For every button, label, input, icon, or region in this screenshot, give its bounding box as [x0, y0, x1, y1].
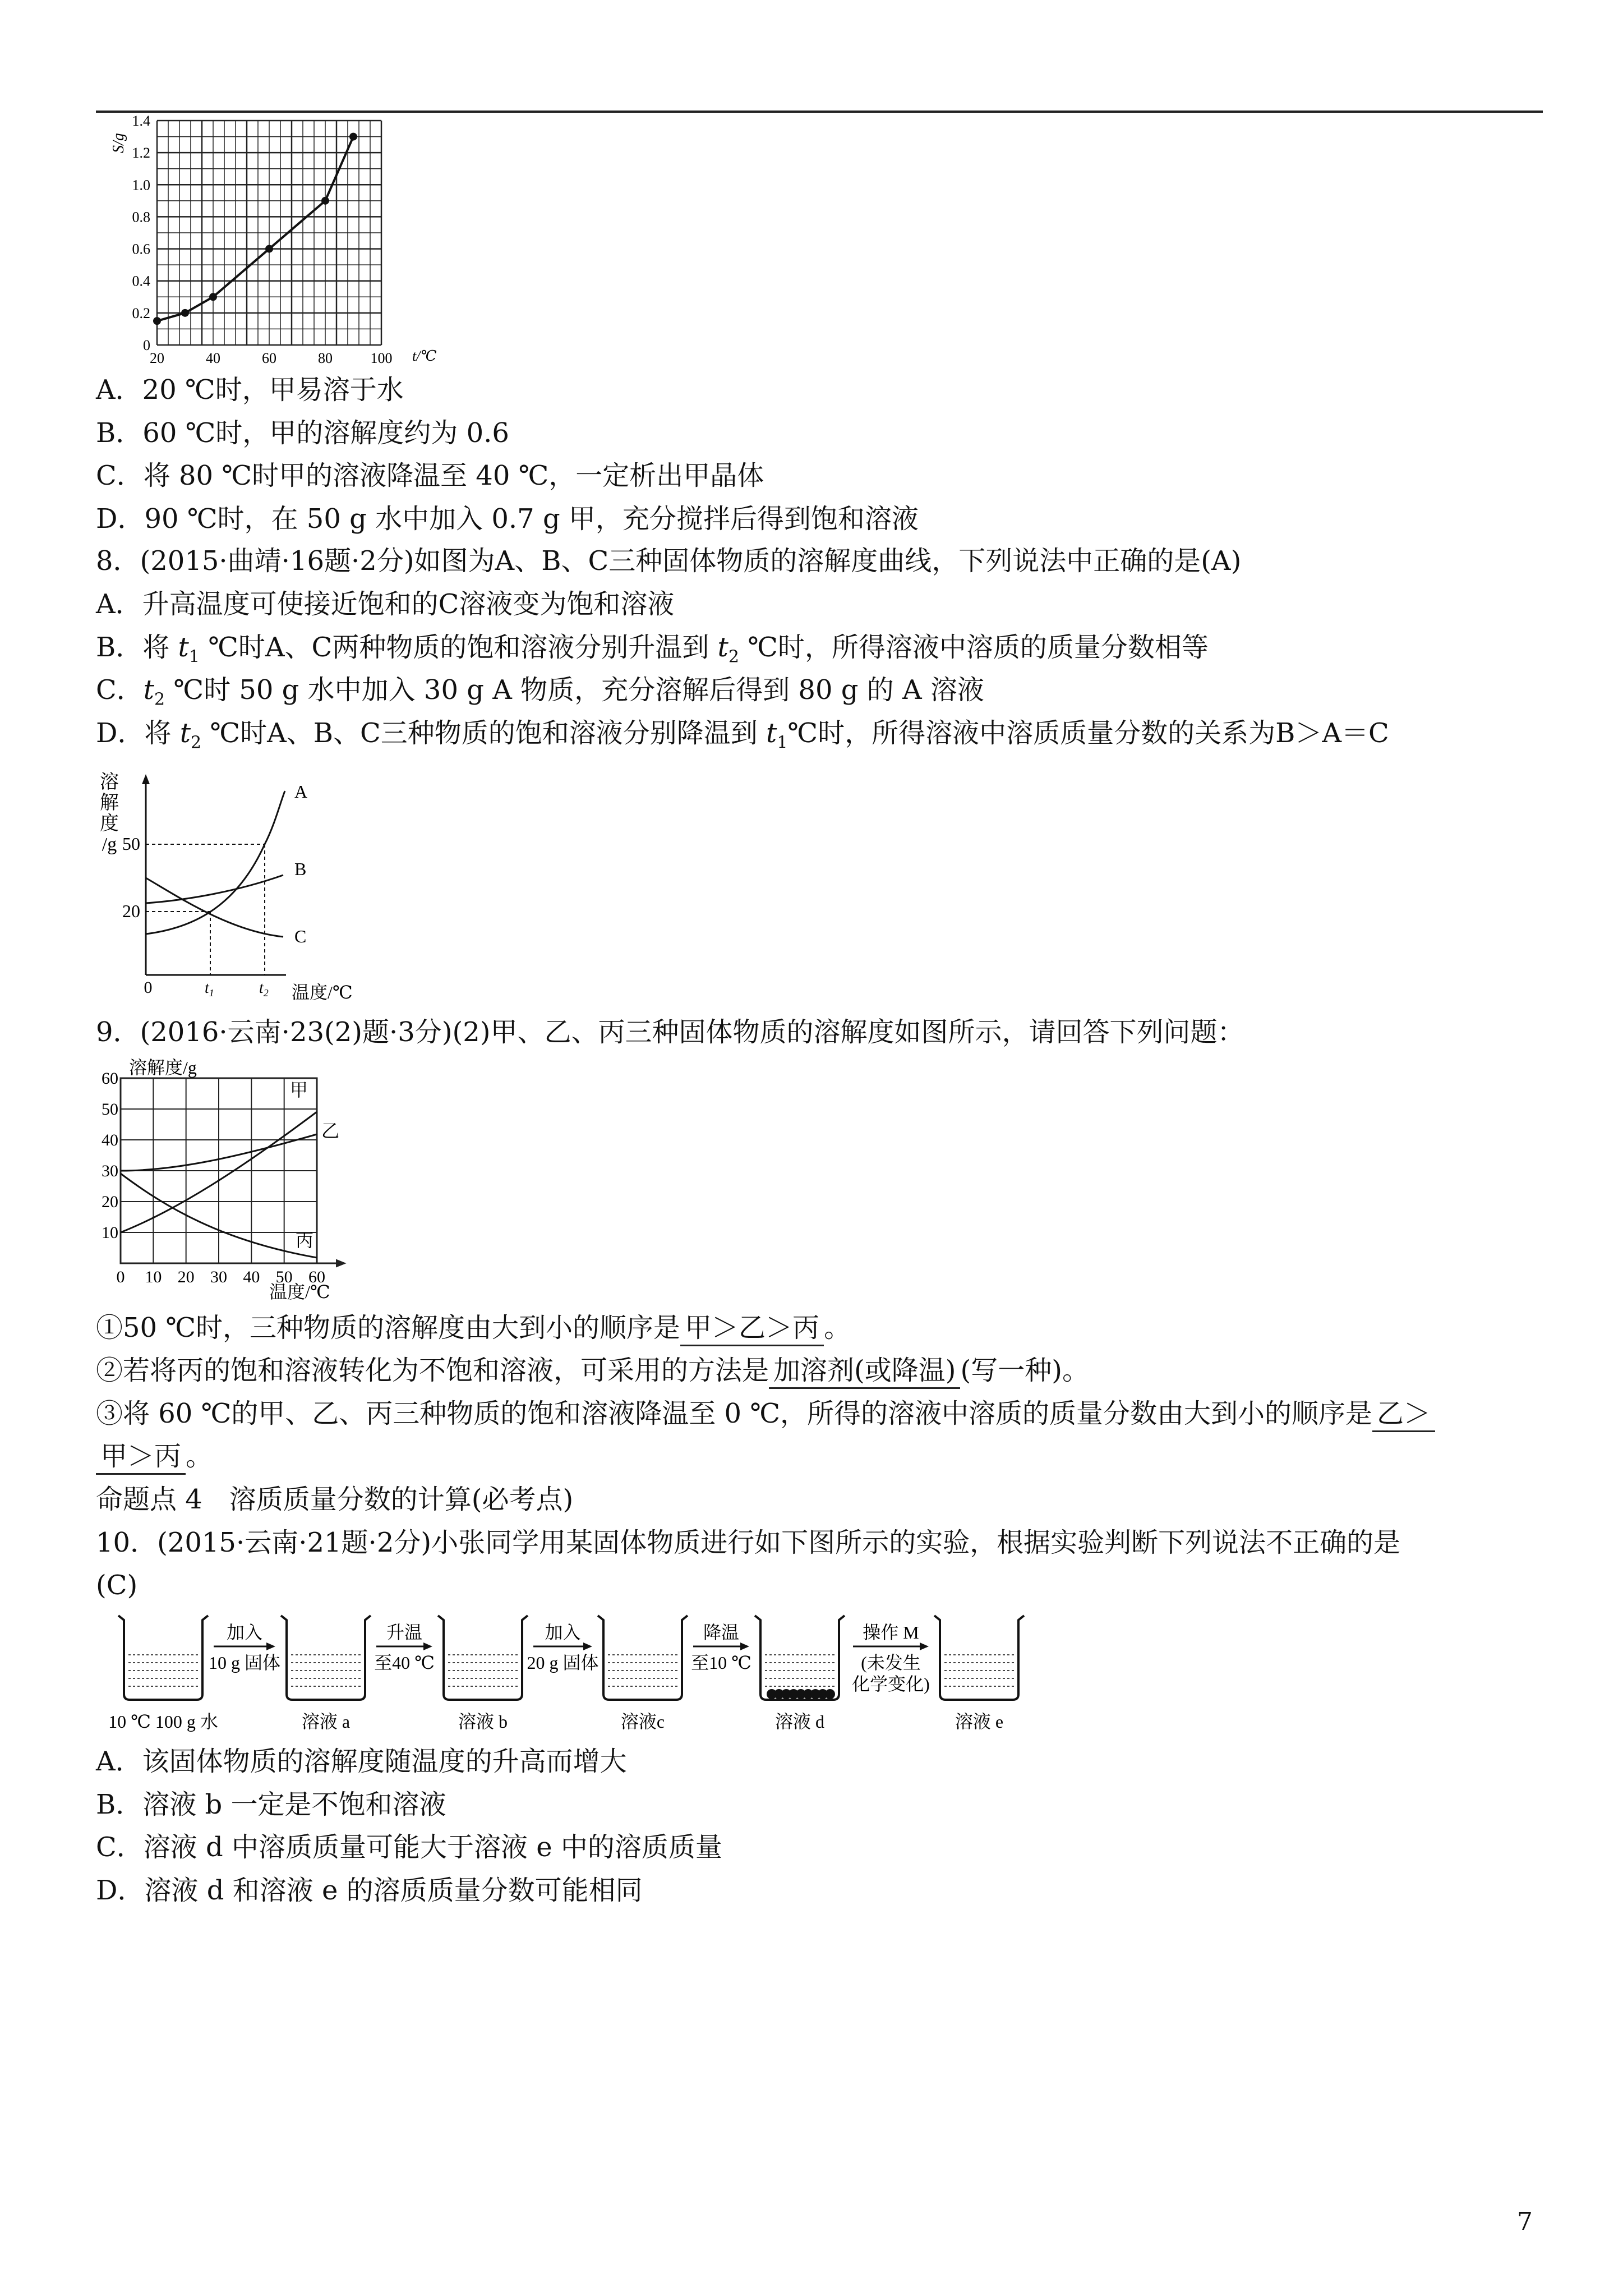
chart2-label-c: C [294, 926, 307, 946]
q9-sub2: ②若将丙的饱和溶液转化为不饱和溶液，可采用的方法是 加溶剂(或降温) (写一种)。 [96, 1354, 1089, 1389]
chart2-ylabel-4: /g [102, 834, 117, 855]
q7-option-d: D．90 ℃时，在 50 g 水中加入 0.7 g 甲，充分搅拌后得到饱和溶液 [96, 503, 919, 535]
beaker [118, 1616, 208, 1700]
chart1-point [321, 197, 329, 205]
svg-text:t1: $t_1$ [205, 979, 214, 999]
step-label-top: 加入 [226, 1622, 263, 1642]
q8-option-a: A．升高温度可使接近饱和的C溶液变为饱和溶液 [96, 588, 675, 620]
chart2-origin: 0 [144, 978, 153, 997]
step-label-top: 升温 [386, 1622, 423, 1642]
chart1-xtick: 100 [370, 350, 393, 366]
step-arrowhead [583, 1642, 592, 1650]
chart2-y50: 50 [122, 834, 140, 854]
chart1-point [349, 133, 357, 141]
beaker-label: 10 ℃ 100 g 水 [108, 1711, 218, 1732]
beaker-label: 溶液 d [774, 1711, 825, 1732]
chart3-xtick: 30 [210, 1268, 227, 1286]
chart1-xtick: 20 [150, 350, 164, 366]
beaker-outline [755, 1616, 845, 1700]
beaker-outline [281, 1616, 371, 1700]
q8-stem: 8．(2015·曲靖·16题·2分)如图为A、B、C三种固体物质的溶解度曲线，下列说法中正确的是(A) [96, 545, 1242, 577]
beaker-outline [598, 1616, 688, 1700]
beaker [755, 1616, 845, 1700]
chart3-ytick: 30 [102, 1162, 118, 1180]
chart3-xtick: 60 [308, 1268, 325, 1286]
chart-solubility-jia-yi-bing [93, 1056, 362, 1303]
chart2-ylabel-3: 度 [100, 813, 119, 834]
step-label-bottom: 10 g 固体 [208, 1653, 281, 1673]
chart3-ytick: 40 [102, 1131, 118, 1149]
chart3-xtick: 40 [243, 1268, 260, 1286]
beaker [281, 1616, 371, 1700]
step-arrowhead [266, 1642, 275, 1650]
chart3-ytick: 10 [102, 1223, 118, 1242]
chart2-ylabel-2: 解 [100, 793, 119, 813]
beaker [598, 1616, 688, 1700]
q8-option-b: B．将 $t_1$ ℃时A、C两种物质的饱和溶液分别升温到 $t_2$ ℃时，所得溶液中溶质的质量分数相等 [96, 632, 1209, 667]
step-label-top: 加入 [545, 1622, 581, 1642]
chart2-label-b: B [294, 859, 307, 879]
beaker-label: 溶液 a [301, 1711, 351, 1732]
beaker-outline [934, 1616, 1024, 1700]
chart1-xtick: 80 [318, 350, 333, 366]
q10-option-b: B．溶液 b 一定是不饱和溶液 [96, 1789, 446, 1820]
chart1-ytick: 0 [143, 337, 150, 353]
q8-option-c: C．$t_2$ ℃时 50 g 水中加入 30 g A 物质，充分溶解后得到 80 g 的 A 溶液 [96, 674, 984, 710]
chart1-xtick: 60 [262, 350, 276, 366]
step-label-top: 降温 [703, 1622, 740, 1642]
chart1-point [153, 317, 161, 325]
step-label-bottom2: 化学变化) [852, 1674, 930, 1694]
chart2-t1: t [205, 979, 209, 997]
chart3-label-jia: 甲 [290, 1080, 308, 1100]
chart3-xlabel: 温度/℃ [269, 1282, 330, 1302]
chart2-y20: 20 [122, 901, 140, 921]
chart1-ytick: 0.4 [132, 273, 150, 289]
page-number: 7 [1517, 2207, 1533, 2236]
chart2-curve-c [146, 878, 283, 937]
chart1-ytick: 0.8 [132, 209, 150, 226]
chart3-ytick: 50 [102, 1100, 118, 1119]
q9-sub3-line1: ③将 60 ℃的甲、乙、丙三种物质的饱和溶液降温至 0 ℃，所得的溶液中溶质的质量分数由大到小的顺序是 乙＞ [96, 1397, 1435, 1432]
q10-stem-line1: 10．(2015·云南·21题·2分)小张同学用某固体物质进行如下图所示的实验，根据实验判断下列说法不正确的是 [96, 1527, 1401, 1558]
step-label-bottom: 至40 ℃ [374, 1653, 435, 1673]
chart1-point [181, 309, 189, 317]
q10-experiment-diagram [96, 1604, 1077, 1750]
chart2-curve-b [146, 875, 283, 903]
precipitate [825, 1689, 835, 1699]
q8-option-d: D．将 $t_2$ ℃时A、B、C三种物质的饱和溶液分别降温到 $t_1℃$时，所得溶液中溶质质量分数的关系为B＞A＝C [96, 717, 1389, 753]
chart1-xlabel: t/℃ [412, 348, 437, 364]
chart1-points [153, 133, 357, 325]
q9-sub1-answer: 甲＞乙＞丙 [680, 1311, 824, 1346]
beaker-label: 溶液 b [458, 1711, 508, 1732]
q10-option-a: A．该固体物质的溶解度随温度的升高而增大 [96, 1746, 627, 1777]
step-label-top: 操作 M [863, 1622, 919, 1642]
chart2-t2: t [259, 979, 264, 997]
beaker-label: 溶液 e [955, 1711, 1004, 1732]
q7-option-a: A．20 ℃时，甲易溶于水 [96, 374, 404, 406]
chart1-ytick: 0.6 [132, 241, 150, 257]
q10-stem-line2: (C) [96, 1570, 138, 1601]
beaker-outline [438, 1616, 528, 1700]
chart1-point [209, 293, 217, 301]
q7-option-b: B．60 ℃时，甲的溶解度约为 0.6 [96, 417, 509, 449]
chart1-xtick: 40 [206, 350, 220, 366]
chart1-series-line [157, 137, 353, 321]
chart-solubility-jia [110, 109, 437, 373]
chart2-curve-a [146, 791, 285, 934]
q9-sub2-answer: 加溶剂(或降温) [769, 1354, 960, 1389]
q9-sub1: ①50 ℃时，三种物质的溶解度由大到小的顺序是 甲＞乙＞丙 。 [96, 1311, 851, 1346]
chart2-label-a: A [294, 781, 308, 802]
chart3-xtick: 10 [145, 1268, 162, 1286]
step-arrowhead [740, 1642, 749, 1650]
step-label-bottom: (未发生 [861, 1653, 921, 1673]
chart3-label-yi: 乙 [321, 1121, 340, 1141]
chart3-xtick: 20 [177, 1268, 195, 1286]
step-arrowhead [920, 1642, 929, 1650]
chart3-xaxis-arrow [336, 1260, 345, 1267]
q7-option-c: C．将 80 ℃时甲的溶液降温至 40 ℃，一定析出甲晶体 [96, 460, 764, 491]
beaker-label: 溶液c [620, 1711, 665, 1732]
step-arrowhead [423, 1642, 432, 1650]
chart3-xtick: 50 [275, 1268, 293, 1286]
chart1-ytick: 1.0 [132, 177, 150, 194]
q9-sub3-line2: 甲＞丙 。 [96, 1439, 213, 1475]
chart3-ylabel: 溶解度/g [129, 1057, 197, 1078]
chart3-ytick: 20 [102, 1193, 118, 1211]
step-label-bottom: 20 g 固体 [527, 1653, 599, 1673]
chart2-xlabel: 温度/℃ [292, 982, 353, 1002]
q9-sub3-answer-part1: 乙＞ [1372, 1397, 1435, 1432]
chart1-ytick: 1.4 [132, 113, 150, 129]
chart1-grid [157, 121, 381, 345]
chart3-ytick: 60 [102, 1069, 118, 1088]
chart1-ytick: 1.2 [132, 145, 150, 162]
q9-stem: 9．(2016·云南·23(2)题·3分)(2)甲、乙、丙三种固体物质的溶解度如图所示，请回答下列问题： [96, 1016, 1244, 1048]
beaker-outline [118, 1616, 208, 1700]
step-label-bottom: 至10 ℃ [691, 1653, 751, 1673]
q10-option-d: D．溶液 d 和溶液 e 的溶质质量分数可能相同 [96, 1875, 643, 1906]
chart3-xtick: 0 [116, 1268, 125, 1286]
section-heading-4: 命题点 4 溶质质量分数的计算(必考点) [96, 1484, 574, 1515]
q10-option-c: C．溶液 d 中溶质质量可能大于溶液 e 中的溶质质量 [96, 1832, 722, 1863]
chart2-ylabel-1: 溶 [100, 772, 119, 793]
chart3-label-bing: 丙 [296, 1230, 314, 1250]
chart1-point [265, 245, 273, 253]
chart1-ylabel: S/g [110, 133, 127, 153]
beaker [438, 1616, 528, 1700]
chart1-ytick: 0.2 [132, 305, 150, 321]
q9-sub3-answer-part2: 甲＞丙 [96, 1439, 186, 1475]
chart-solubility-abc [90, 769, 381, 1004]
beaker [934, 1616, 1024, 1700]
svg-text:t2: $t_2$ [259, 979, 269, 999]
